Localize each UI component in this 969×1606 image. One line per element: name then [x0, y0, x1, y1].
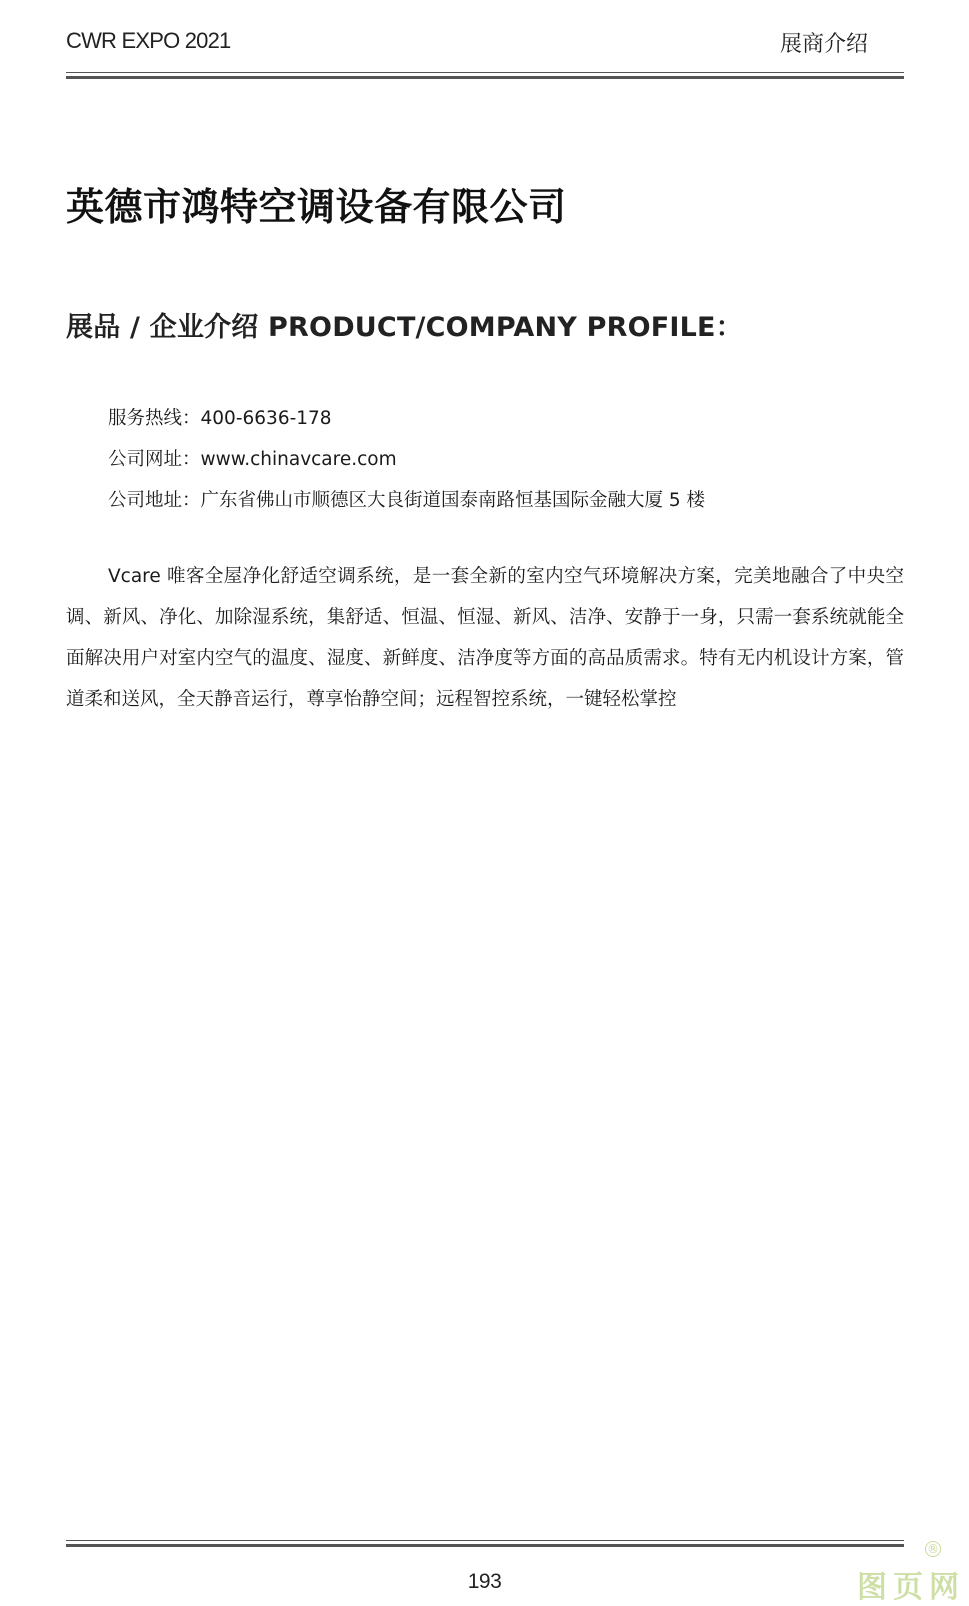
website-row [108, 439, 705, 480]
header-divider [66, 72, 904, 79]
address-value: 广东省佛山市顺德区大良街道国泰南路恒基国际金融大厦 5 楼 [200, 490, 706, 511]
hotline-row [108, 398, 705, 439]
contact-info [108, 398, 705, 521]
company-name: 英德市鸿特空调设备有限公司 [66, 185, 567, 229]
header-section-title: 展商介绍 [779, 32, 868, 57]
footer-divider [66, 1540, 904, 1547]
hotline-value: 400-6636-178 [200, 408, 332, 429]
watermark-registered-mark: ® [927, 1542, 939, 1556]
website-label: 公司网址： [108, 449, 201, 470]
website-value: www.chinavcare.com [200, 449, 397, 470]
address-label: 公司地址： [108, 490, 201, 511]
address-row [108, 480, 705, 521]
hotline-label: 服务热线： [108, 408, 201, 429]
company-profile-paragraph: Vcare 唯客全屋净化舒适空调系统，是一套全新的室内空气环境解决方案，完美地融合了中央空调、新风、净化、加除湿系统，集舒适、恒温、恒湿、新风、洁净、安静于一身，只需一套系统就能全面解决用户对室内空气的温度、湿度、新鲜度、洁净度等方面的高品质需求。特有无内机设计方案，管道柔和送风，全天静音运行，尊享怡静空间；远程智控系统，一键轻松掌控 [66, 566, 904, 710]
watermark-logo: 图页网 [857, 1570, 965, 1605]
header-expo-title: CWR EXPO 2021 [66, 28, 231, 53]
section-title: 展品 / 企业介绍 PRODUCT/COMPANY PROFILE： [66, 312, 743, 343]
page-number: 193 [467, 1570, 502, 1593]
